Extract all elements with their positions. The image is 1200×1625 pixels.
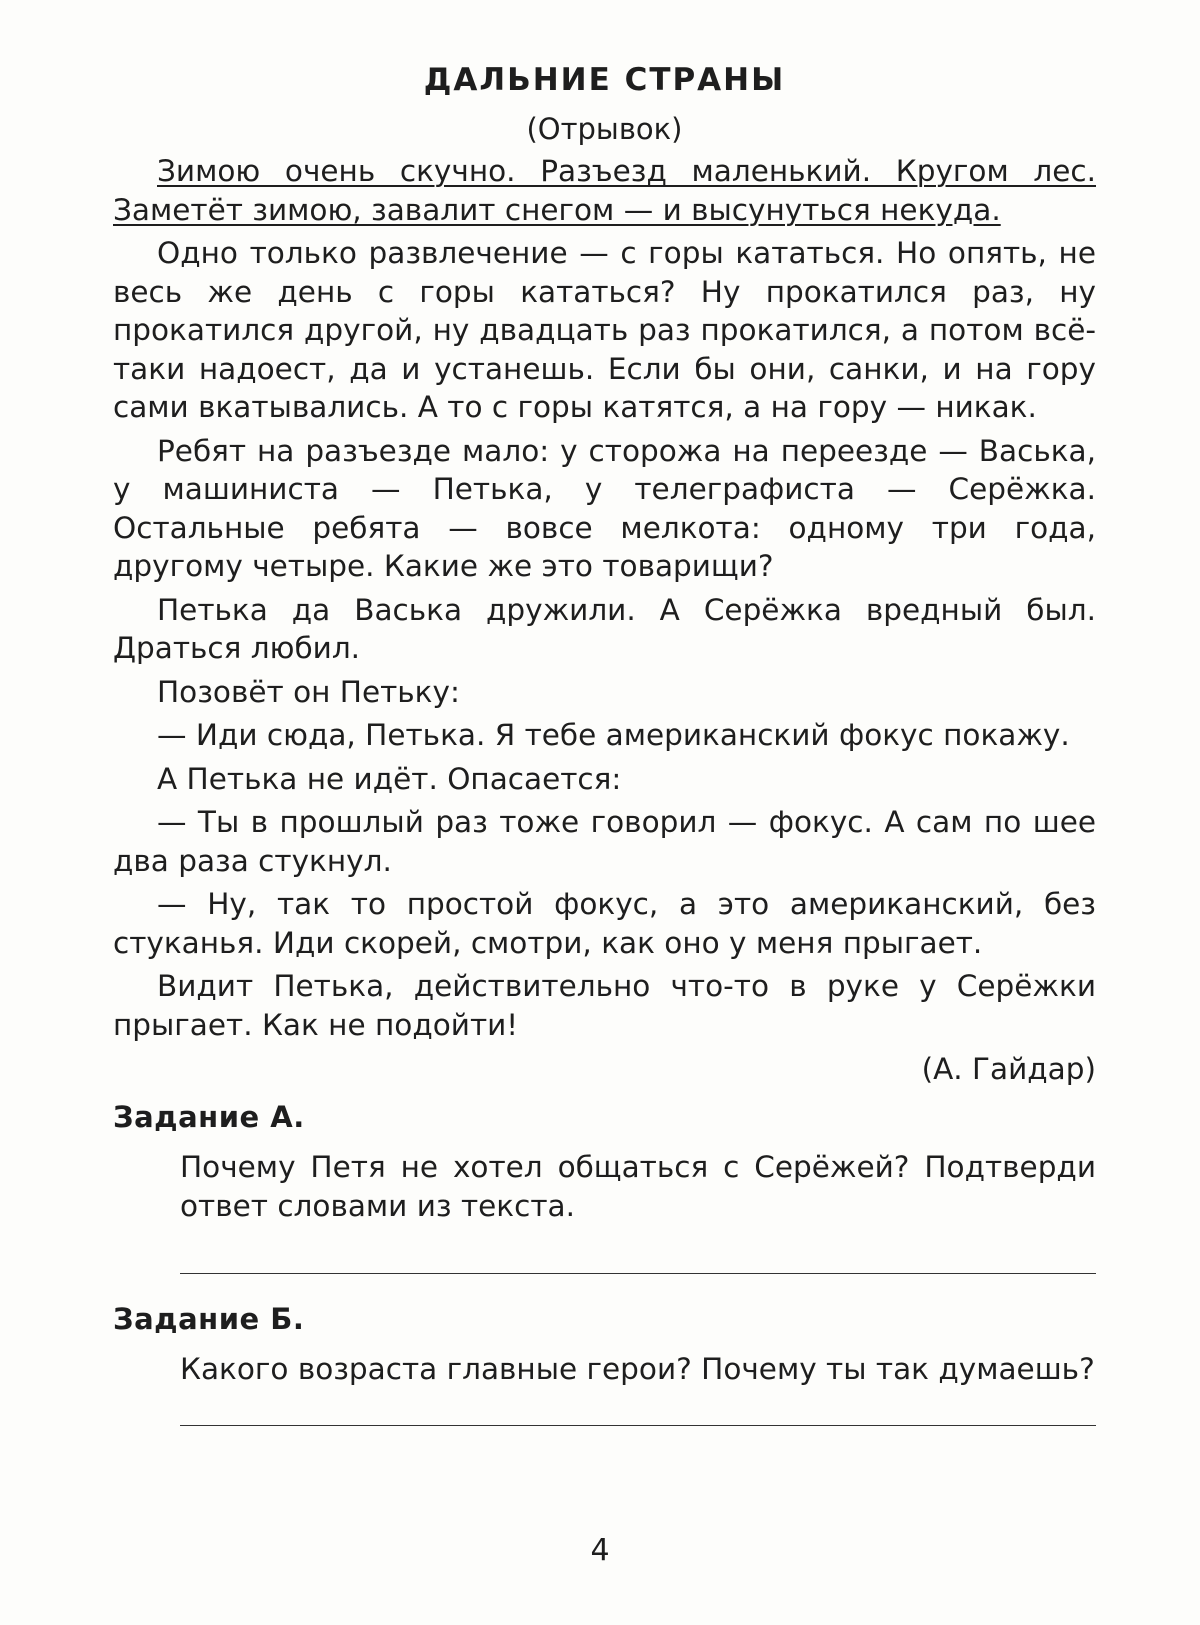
story-paragraph: — Иди сюда, Петька. Я тебе американский фокус покажу. — [157, 718, 1070, 752]
task-title: Задание А. — [113, 1100, 305, 1134]
story-paragraph: Зимою очень скучно. Разъезд маленький. Кругом лес. Заметёт зимою, завалит снегом — и высунуться некуда. — [113, 154, 1096, 227]
story-paragraph: Видит Петька, действительно что-то в руке у Серёжки прыгает. Как не подойти! — [113, 969, 1096, 1042]
page-number: 4 — [590, 1533, 610, 1568]
story-paragraph: Позовёт он Петьку: — [157, 674, 460, 709]
task-title: Задание Б. — [113, 1302, 305, 1336]
task-b — [113, 1300, 1096, 1426]
story-paragraph: — Ты в прошлый раз тоже говорил — фокус. А сам по шее два раза стукнул. — [113, 805, 1096, 878]
task-question: Почему Петя не хотел общаться с Серёжей? Подтверди ответ словами из текста. — [180, 1150, 1096, 1223]
answer-line[interactable] — [180, 1425, 1096, 1426]
story-author: (А. Гайдар) — [921, 1052, 1096, 1086]
story-paragraph: Ребят на разъезде мало: у сторожа на переезде — Васька, у машиниста — Петька, у телеграфиста — Серёжка. Остальные ребята — вовсе мелкота: одному три года, другому четыре. Какие же это товарищи? — [113, 433, 1096, 583]
story-text — [113, 152, 1096, 1044]
story-paragraph: Петька да Васька дружили. А Серёжка вредный был. Драться любил. — [113, 592, 1096, 665]
story-paragraph: А Петька не идёт. Опасается: — [157, 761, 622, 796]
story-title: ДАЛЬНИЕ СТРАНЫ — [423, 62, 786, 98]
story-paragraph: — Ну, так то простой фокус, а это американский, без стуканья. Иди скорей, смотри, как оно у меня прыгает. — [113, 887, 1096, 960]
task-a — [113, 1098, 1096, 1274]
answer-line[interactable] — [180, 1273, 1096, 1274]
task-question: Какого возраста главные герои? Почему ты так думаешь? — [180, 1352, 1095, 1386]
story-paragraph: Одно только развлечение — с горы кататься. Но опять, не весь же день с горы кататься? Ну прокатился раз, ну прокатился другой, ну двадцать раз прокатился, а потом всё-таки надоест, да и устанешь. Если бы они, санки, и на гору сами вкатывались. А то с горы катятся, а на гору — никак. — [113, 236, 1096, 424]
story-subtitle: (Отрывок) — [526, 112, 683, 146]
